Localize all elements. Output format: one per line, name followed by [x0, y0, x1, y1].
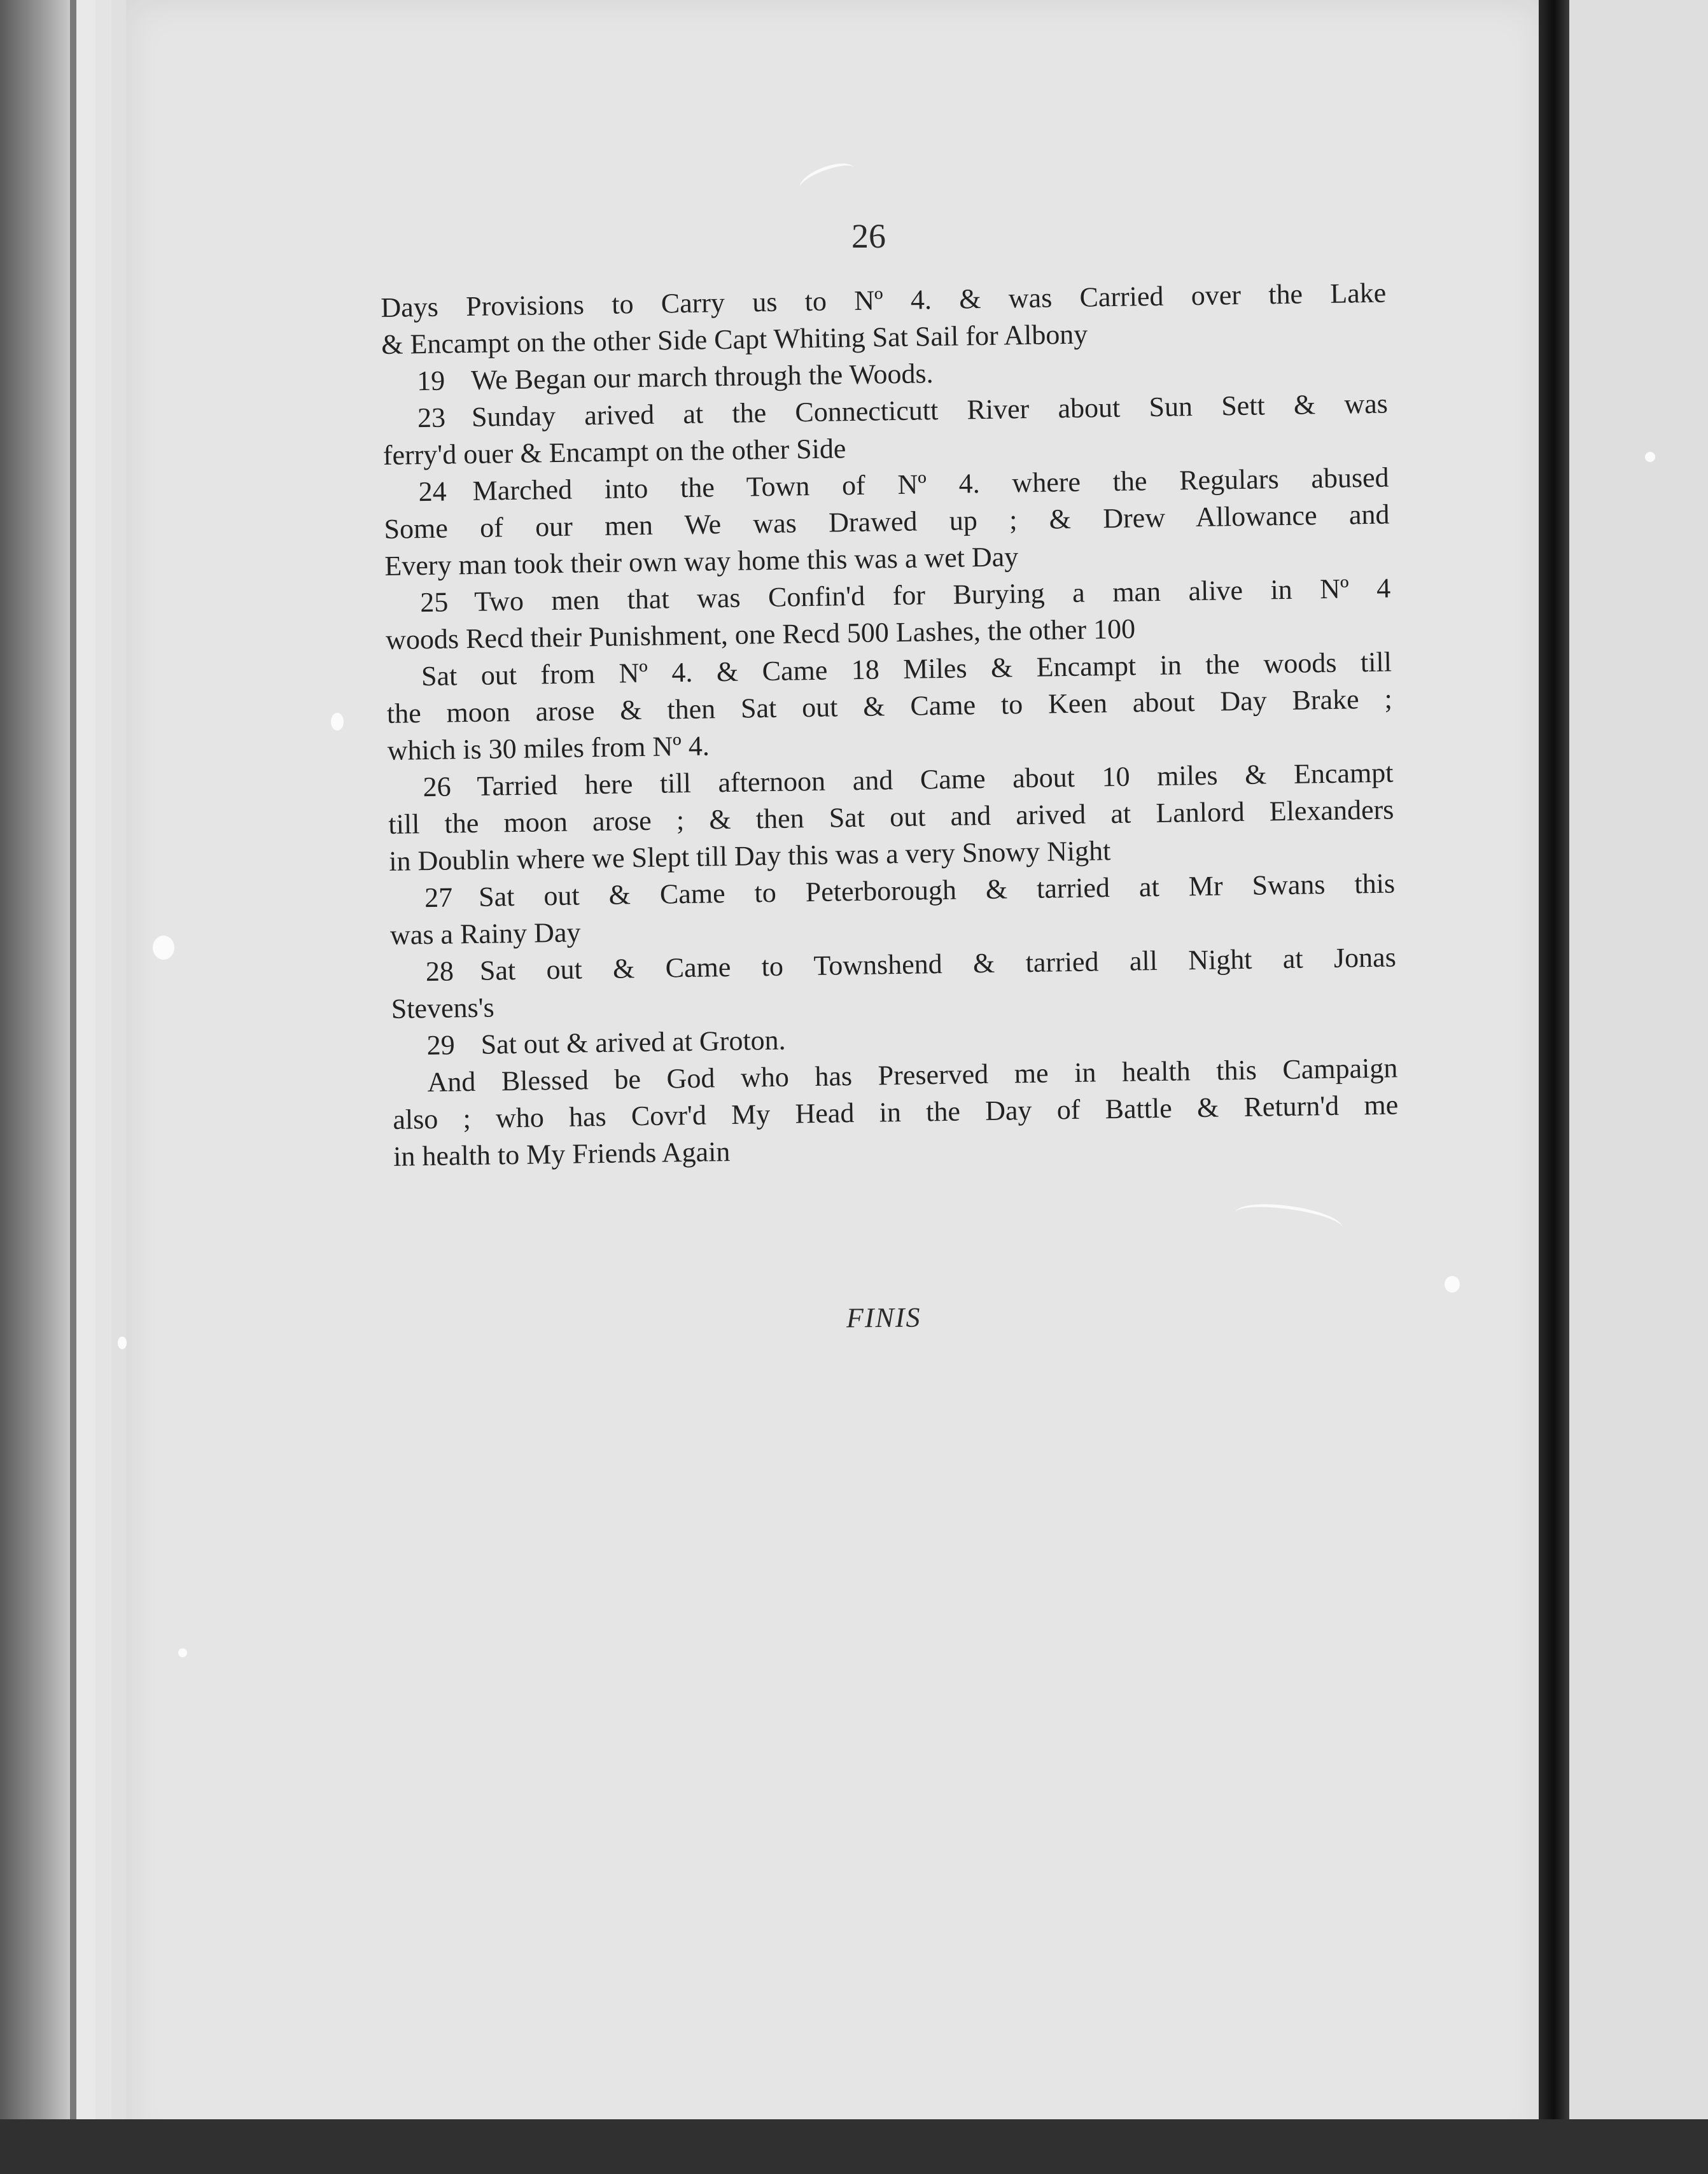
line-text: Some of our men We was Drawed up ; & Drew Allowance and [384, 498, 1390, 545]
line-text: Stevens's [391, 992, 495, 1025]
binding-gutter [1539, 0, 1569, 2174]
line-text: in health to My Friends Again [393, 1136, 731, 1172]
scanner-background-left [0, 0, 70, 2174]
entry-date: 29 [426, 1029, 455, 1062]
line-text: the moon arose & then Sat out & Came to Keen about Day Brake ; [386, 683, 1393, 729]
line-text: ferry'd ouer & Encampt on the other Side [382, 433, 846, 471]
line-text: Sat out & arived at Groton. [480, 1024, 786, 1060]
entry-date: 19 [416, 365, 445, 397]
body-text [381, 275, 1399, 1175]
scan-artifact [153, 936, 174, 960]
line-text: Every man took their own way home this was a wet Day [384, 541, 1019, 582]
entry-date: 27 [424, 881, 453, 914]
scan-artifact [331, 713, 344, 731]
scan-artifact [1645, 452, 1655, 462]
scan-artifact [118, 1336, 127, 1349]
facing-page [1569, 0, 1708, 2126]
line-text: Sat out from Nº 4. & Came 18 Miles & Encampt in the woods till [421, 646, 1392, 692]
line-text: also ; who has Covr'd My Head in the Day of Battle & Return'd me [392, 1089, 1399, 1135]
line-text: Sat out & Came to Peterborough & tarried at Mr Swans this [478, 867, 1396, 913]
entry-date: 28 [425, 955, 454, 988]
line-text: And Blessed be God who has Preserved me in health this Campaign [427, 1052, 1398, 1098]
line-text: We Began our march through the Woods. [470, 358, 934, 396]
page-number: 26 [851, 217, 886, 255]
line-text: & Encampt on the other Side Capt Whiting Sat Sail for Albony [381, 318, 1088, 360]
finis-heading: FINIS [846, 1301, 921, 1334]
line-text: which is 30 miles from Nº 4. [387, 730, 710, 766]
line-text: Tarried here till afternoon and Came about 10 miles & Encampt [477, 757, 1394, 802]
entry-date: 23 [417, 402, 446, 434]
entry-date: 24 [418, 475, 447, 508]
line-text: Sunday arived at the Connecticutt River about Sun Sett & was [471, 388, 1389, 433]
line-text: till the moon arose ; & then Sat out and arived at Lanlord Elexanders [388, 794, 1394, 840]
line-text: in Doublin where we Slept till Day this was a very Snowy Night [388, 835, 1111, 877]
line-text: was a Rainy Day [389, 916, 581, 951]
line-text: Days Provisions to Carry us to Nº 4. & was Carried over the Lake [381, 277, 1387, 323]
line-text: woods Recd their Punishment, one Recd 500 Lashes, the other 100 [385, 613, 1136, 656]
scan-artifact [178, 1648, 187, 1657]
line-text: Sat out & Came to Townshend & tarried all Night at Jonas [479, 941, 1397, 986]
line-text: Two men that was Confin'd for Burying a man alive in Nº 4 [473, 572, 1391, 617]
scan-artifact [1445, 1276, 1460, 1293]
entry-date: 25 [419, 586, 449, 619]
line-text: Marched into the Town of Nº 4. where the Regulars abused [472, 461, 1389, 507]
scanner-background-bottom [0, 2119, 1708, 2174]
entry-date: 26 [423, 771, 451, 803]
